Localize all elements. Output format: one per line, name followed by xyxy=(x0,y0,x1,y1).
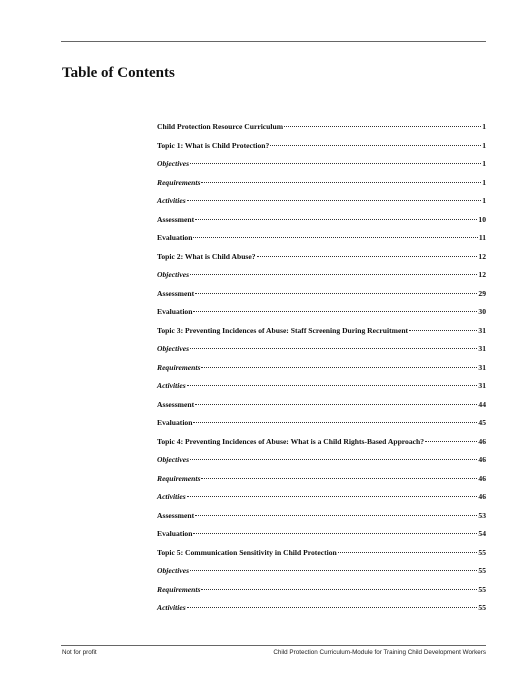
toc-entry[interactable] xyxy=(157,340,486,359)
toc-entry-label: Activities xyxy=(157,492,186,501)
toc-entry-page: 44 xyxy=(478,399,486,409)
toc-entry-label: Requirements xyxy=(157,177,201,187)
toc-entry-page: 11 xyxy=(478,233,486,242)
toc-leader-dots xyxy=(187,200,482,201)
toc-entry-label: Requirements xyxy=(157,584,201,594)
toc-entry-page: 54 xyxy=(478,529,486,538)
footer-rule xyxy=(61,645,486,646)
toc-entry-page: 55 xyxy=(478,603,486,612)
toc-entry-label: Child Protection Resource Curriculum xyxy=(157,122,284,131)
toc-entry-label: Topic 5: Communication Sensitivity in Child Protection xyxy=(157,547,337,557)
toc-leader-dots xyxy=(338,552,478,553)
toc-leader-dots xyxy=(190,348,477,349)
toc-entry[interactable] xyxy=(157,137,486,156)
toc-leader-dots xyxy=(201,478,477,479)
toc-entry-label: Objectives xyxy=(157,455,190,464)
toc-entry-page: 46 xyxy=(478,436,486,446)
toc-entry[interactable] xyxy=(157,396,486,415)
toc-entry[interactable] xyxy=(157,285,486,304)
toc-entry-label: Topic 1: What is Child Protection? xyxy=(157,140,270,150)
header-rule xyxy=(61,41,486,42)
toc-entry-label: Activities xyxy=(157,603,186,612)
toc-entry-page: 1 xyxy=(482,159,486,168)
toc-entry-page: 1 xyxy=(482,140,486,150)
toc-entry[interactable] xyxy=(157,433,486,452)
toc-entry-page: 1 xyxy=(482,177,486,187)
toc-entry-label: Objectives xyxy=(157,566,190,575)
toc-leader-dots xyxy=(193,237,477,238)
toc-entry[interactable] xyxy=(157,192,486,211)
toc-leader-dots xyxy=(187,607,478,608)
toc-leader-dots xyxy=(190,459,477,460)
toc-entry-page: 12 xyxy=(478,270,486,279)
toc-entry-page: 46 xyxy=(478,492,486,501)
toc-entry-page: 53 xyxy=(478,510,486,520)
toc-entry-page: 55 xyxy=(478,584,486,594)
toc-entry[interactable] xyxy=(157,562,486,581)
toc-entry[interactable] xyxy=(157,303,486,322)
toc-entry-label: Topic 2: What is Child Abuse? xyxy=(157,251,256,261)
toc-entry[interactable] xyxy=(157,211,486,230)
toc-entry-page: 31 xyxy=(478,344,486,353)
toc-leader-dots xyxy=(425,441,477,442)
toc-entry[interactable] xyxy=(157,248,486,267)
toc-entry-page: 12 xyxy=(478,251,486,261)
toc-entry-label: Evaluation xyxy=(157,418,193,427)
toc-entry-label: Requirements xyxy=(157,473,201,483)
toc-leader-dots xyxy=(190,570,477,571)
toc-entry-page: 31 xyxy=(478,381,486,390)
toc-entry-label: Evaluation xyxy=(157,307,193,316)
toc-entry[interactable] xyxy=(157,507,486,526)
toc-entry[interactable] xyxy=(157,488,486,507)
toc-entry[interactable] xyxy=(157,525,486,544)
toc-entry-page: 55 xyxy=(478,566,486,575)
toc-entry[interactable] xyxy=(157,155,486,174)
toc-leader-dots xyxy=(195,404,477,405)
toc-entry[interactable] xyxy=(157,470,486,489)
toc-entry-label: Activities xyxy=(157,381,186,390)
toc-entry[interactable] xyxy=(157,544,486,563)
toc-entry-page: 29 xyxy=(478,288,486,298)
toc-entry-label: Assessment xyxy=(157,214,195,224)
toc-entry[interactable] xyxy=(157,266,486,285)
toc-entry[interactable] xyxy=(157,414,486,433)
toc-entry-label: Assessment xyxy=(157,288,195,298)
toc-leader-dots xyxy=(187,496,478,497)
toc-entry-label: Objectives xyxy=(157,270,190,279)
toc-leader-dots xyxy=(201,589,477,590)
toc-leader-dots xyxy=(195,515,477,516)
toc-entry-page: 30 xyxy=(478,307,486,316)
toc-entry-label: Activities xyxy=(157,196,186,205)
toc-entry-page: 46 xyxy=(478,455,486,464)
toc-entry-label: Assessment xyxy=(157,399,195,409)
toc-leader-dots xyxy=(190,163,481,164)
toc-entry[interactable] xyxy=(157,377,486,396)
table-of-contents xyxy=(157,118,486,618)
toc-leader-dots xyxy=(270,145,481,146)
toc-entry-page: 55 xyxy=(478,547,486,557)
toc-entry-page: 45 xyxy=(478,418,486,427)
toc-entry-page: 31 xyxy=(478,325,486,335)
toc-leader-dots xyxy=(201,367,477,368)
toc-entry-page: 10 xyxy=(478,214,486,224)
toc-entry[interactable] xyxy=(157,229,486,248)
toc-entry-label: Requirements xyxy=(157,362,201,372)
toc-entry[interactable] xyxy=(157,359,486,378)
toc-leader-dots xyxy=(193,311,477,312)
toc-leader-dots xyxy=(187,385,478,386)
toc-entry-label: Assessment xyxy=(157,510,195,520)
toc-leader-dots xyxy=(409,330,477,331)
page-title: Table of Contents xyxy=(62,65,175,81)
toc-entry-label: Evaluation xyxy=(157,529,193,538)
toc-leader-dots xyxy=(195,293,477,294)
toc-entry-label: Topic 3: Preventing Incidences of Abuse: Staff Screening During Recruitment xyxy=(157,325,409,335)
toc-entry-page: 1 xyxy=(482,122,486,131)
toc-entry[interactable] xyxy=(157,174,486,193)
toc-entry[interactable] xyxy=(157,322,486,341)
toc-leader-dots xyxy=(195,219,477,220)
toc-leader-dots xyxy=(257,256,478,257)
toc-entry-label: Evaluation xyxy=(157,233,193,242)
toc-entry-page: 1 xyxy=(482,196,486,205)
footer-right: Child Protection Curriculum-Module for Training Child Development Workers xyxy=(273,649,486,656)
toc-entry[interactable] xyxy=(157,581,486,600)
toc-entry-label: Topic 4: Preventing Incidences of Abuse: What is a Child Rights-Based Approach? xyxy=(157,436,425,446)
toc-entry-page: 46 xyxy=(478,473,486,483)
toc-entry[interactable] xyxy=(157,451,486,470)
toc-leader-dots xyxy=(193,533,477,534)
toc-leader-dots xyxy=(284,126,481,127)
toc-leader-dots xyxy=(193,422,477,423)
toc-entry-label: Objectives xyxy=(157,344,190,353)
toc-entry[interactable] xyxy=(157,118,486,137)
toc-entry[interactable] xyxy=(157,599,486,618)
toc-leader-dots xyxy=(201,182,481,183)
toc-leader-dots xyxy=(190,274,477,275)
toc-entry-page: 31 xyxy=(478,362,486,372)
toc-entry-label: Objectives xyxy=(157,159,190,168)
footer-left: Not for profit xyxy=(62,649,97,656)
